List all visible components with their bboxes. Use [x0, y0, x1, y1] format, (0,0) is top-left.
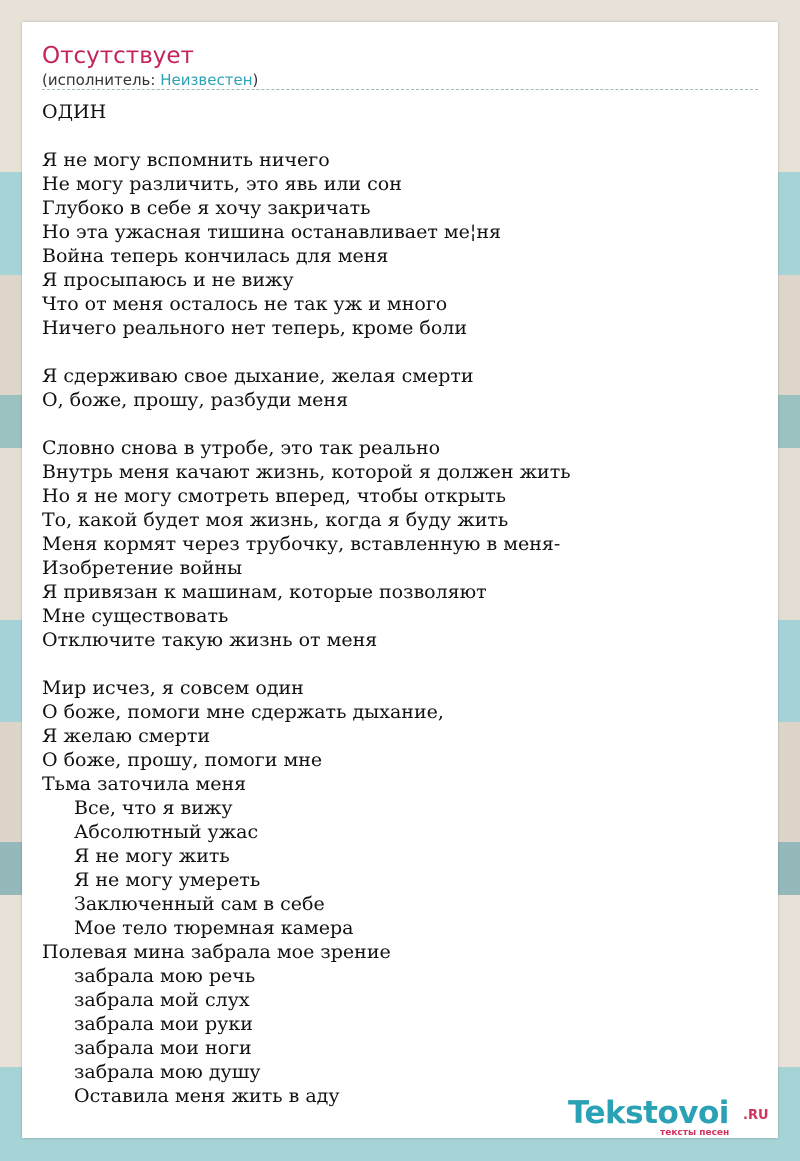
lyric-line: Оставила меня жить в аду	[74, 1085, 340, 1107]
lyric-line: Мир исчез, я совсем один	[42, 677, 304, 699]
lyrics-card	[22, 22, 778, 1138]
lyric-line: забрала мои руки	[74, 1013, 253, 1035]
logo-tld: .RU	[743, 1108, 769, 1123]
lyric-line: О, боже, прошу, разбуди меня	[42, 389, 349, 411]
lyric-line	[42, 124, 758, 148]
lyric-line: Я не могу вспомнить ничего	[42, 149, 330, 171]
lyric-line	[42, 652, 758, 676]
site-logo[interactable]	[568, 1095, 778, 1141]
lyric-line: Глубоко в себе я хочу закричать	[42, 197, 371, 219]
logo-tagline: тексты песен	[660, 1128, 730, 1138]
lyric-line: Что от меня осталось не так уж и много	[42, 293, 448, 315]
lyric-line: Но эта ужасная тишина останавливает ме¦ня	[42, 221, 501, 243]
lyric-line: Внутрь меня качают жизнь, которой я должен жить	[42, 461, 571, 483]
song-title: Отсутствует	[42, 43, 194, 69]
lyric-line: забрала мои ноги	[74, 1037, 252, 1059]
lyric-line: Изобретение войны	[42, 557, 243, 579]
lyric-line: Полевая мина забрала мое зрение	[42, 941, 391, 963]
lyric-line: Ничего реального нет теперь, кроме боли	[42, 317, 468, 339]
lyric-line: То, какой будет моя жизнь, когда я буду жить	[42, 509, 509, 531]
lyric-line: Мое тело тюремная камера	[74, 917, 354, 939]
lyric-line: Мне существовать	[42, 605, 229, 627]
lyrics-text	[42, 100, 758, 1108]
lyric-line: Я просыпаюсь и не вижу	[42, 269, 294, 291]
lyric-line: О боже, помоги мне сдержать дыхание,	[42, 701, 444, 723]
lyric-line: забрала мою речь	[74, 965, 256, 987]
lyric-line: Заключенный сам в себе	[74, 893, 325, 915]
lyric-line: Я не могу жить	[74, 845, 230, 867]
title-divider	[42, 89, 758, 90]
lyric-line: Не могу различить, это явь или сон	[42, 173, 402, 195]
logo-name: Tekstovoi	[568, 1095, 729, 1131]
lyric-line	[42, 340, 758, 364]
lyric-line: Я не могу умереть	[74, 869, 261, 891]
lyric-line: Я сдерживаю свое дыхание, желая смерти	[42, 365, 474, 387]
lyric-line: Но я не могу смотреть вперед, чтобы открыть	[42, 485, 506, 507]
lyric-line: Все, что я вижу	[74, 797, 233, 819]
artist-prefix: (исполнитель:	[42, 71, 161, 89]
lyric-line: Я привязан к машинам, которые позволяют	[42, 581, 487, 603]
lyric-line	[42, 412, 758, 436]
artist-line	[42, 71, 258, 89]
lyric-line: Отключите такую жизнь от меня	[42, 629, 378, 651]
lyric-line: Война теперь кончилась для меня	[42, 245, 389, 267]
lyric-line: Тьма заточила меня	[42, 773, 247, 795]
lyric-line: Абсолютный ужас	[74, 821, 259, 843]
lyric-line: забрала мою душу	[74, 1061, 261, 1083]
artist-link[interactable]: Неизвестен	[160, 71, 253, 89]
lyric-line: ОДИН	[42, 101, 107, 123]
lyric-line: забрала мой слух	[74, 989, 250, 1011]
lyric-line: О боже, прошу, помоги мне	[42, 749, 323, 771]
artist-suffix: )	[252, 71, 259, 89]
lyric-line: Я желаю смерти	[42, 725, 211, 747]
lyric-line: Меня кормят через трубочку, вставленную в меня-	[42, 533, 561, 555]
lyric-line: Словно снова в утробе, это так реально	[42, 437, 441, 459]
